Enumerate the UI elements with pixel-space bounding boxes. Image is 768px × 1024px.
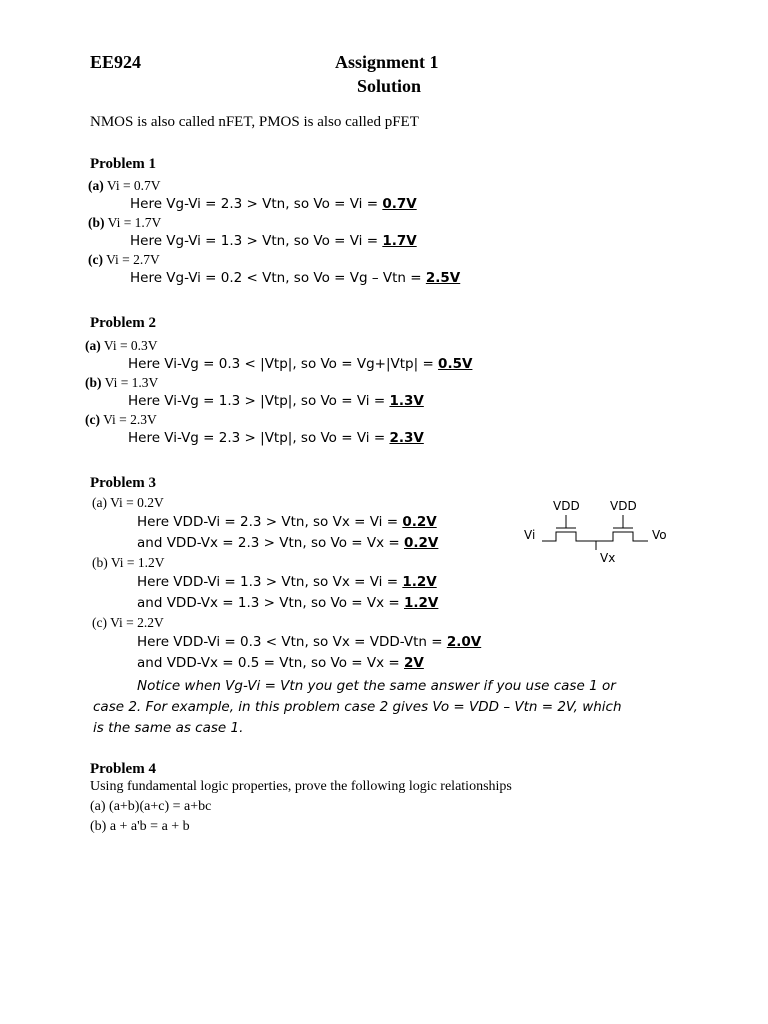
answer: 2.0V	[446, 634, 482, 650]
work-text: Here Vi-Vg = 2.3 > |Vtp|, so Vo = Vi =	[128, 430, 390, 446]
answer: 1.2V	[404, 595, 439, 611]
vi-label: Vi	[524, 528, 536, 542]
problem-3-case-b-given: (b) Vi = 1.2V	[92, 555, 165, 570]
problem-3-case-b-line2	[137, 595, 438, 611]
work-text: and VDD-Vx = 2.3 > Vtn, so Vo = Vx =	[137, 535, 404, 551]
case-given: Vi = 0.3V	[100, 338, 158, 353]
problem-4-title: Problem 4	[90, 761, 156, 777]
problem-1-case-b-work	[130, 233, 417, 249]
channel-wire	[542, 532, 648, 541]
case-given: Vi = 1.3V	[101, 375, 159, 390]
work-text: and VDD-Vx = 1.3 > Vtn, so Vo = Vx =	[137, 595, 404, 611]
answer: 2.3V	[389, 430, 424, 446]
answer: 1.7V	[382, 233, 417, 249]
vo-label: Vo	[652, 528, 667, 542]
case-given: Vi = 2.7V	[102, 252, 160, 267]
vdd-label-1: VDD	[553, 499, 580, 513]
problem-3-title: Problem 3	[90, 475, 156, 491]
vx-label: Vx	[600, 551, 616, 565]
course-code: EE924	[90, 52, 142, 72]
problem-3-case-c-line2	[137, 655, 424, 671]
work-text: Here Vg-Vi = 0.2 < Vtn, so Vo = Vg – Vtn =	[130, 270, 426, 286]
case-given: Vi = 0.7V	[103, 178, 161, 193]
problem-1-title: Problem 1	[90, 156, 156, 172]
assignment-subtitle: Solution	[357, 76, 422, 96]
problem-4-item-b: (b) a + a'b = a + b	[90, 819, 190, 834]
problem-3-case-a-given: (a) Vi = 0.2V	[92, 495, 164, 510]
answer: 2V	[404, 655, 424, 671]
problem-3-case-c-line1	[137, 634, 481, 650]
work-text: Here VDD-Vi = 2.3 > Vtn, so Vx = Vi =	[137, 514, 403, 530]
problem-2-case-a-work	[128, 356, 472, 372]
work-text: Here Vi-Vg = 0.3 < |Vtp|, so Vo = Vg+|Vtp| =	[128, 356, 439, 372]
pass-transistor-circuit	[518, 492, 678, 568]
case-label: (c)	[85, 412, 100, 427]
answer: 0.7V	[382, 196, 417, 212]
problem-2-case-c-work	[128, 430, 424, 446]
problem-3-note-line1: Notice when Vg-Vi = Vtn you get the same answer if you use case 1 or	[137, 678, 616, 694]
problem-3-case-a-line2	[137, 535, 438, 551]
problem-1-case-b-given	[88, 215, 161, 231]
case-label: (c)	[88, 252, 103, 267]
problem-2-case-c-given	[85, 412, 157, 428]
problem-3-case-a-line1	[137, 514, 437, 530]
work-text: Here VDD-Vi = 0.3 < Vtn, so Vx = VDD-Vtn =	[137, 634, 447, 650]
problem-1-case-c-work	[130, 270, 460, 286]
work-text: Here VDD-Vi = 1.3 > Vtn, so Vx = Vi =	[137, 574, 403, 590]
problem-1-case-a-given	[88, 178, 161, 194]
vdd-label-2: VDD	[610, 499, 637, 513]
answer: 1.2V	[402, 574, 437, 590]
answer: 1.3V	[389, 393, 424, 409]
problem-3-case-b-line1	[137, 574, 437, 590]
work-text: Here Vg-Vi = 1.3 > Vtn, so Vo = Vi =	[130, 233, 383, 249]
case-label: (b)	[85, 375, 102, 390]
problem-3-note-rest: case 2. For example, in this problem case 2 gives Vo = VDD – Vtn = 2V, which is the same as case 1.	[93, 699, 622, 736]
case-label: (a)	[88, 178, 104, 193]
work-text: and VDD-Vx = 0.5 = Vtn, so Vo = Vx =	[137, 655, 404, 671]
problem-2-case-b-given	[85, 375, 158, 391]
answer: 2.5V	[425, 270, 461, 286]
case-label: (a)	[85, 338, 101, 353]
intro-text: NMOS is also called nFET, PMOS is also called pFET	[90, 114, 419, 130]
case-given: Vi = 1.7V	[104, 215, 162, 230]
answer: 0.2V	[402, 514, 437, 530]
problem-1-case-c-given	[88, 252, 160, 268]
case-given: Vi = 2.3V	[99, 412, 157, 427]
work-text: Here Vg-Vi = 2.3 > Vtn, so Vo = Vi =	[130, 196, 383, 212]
answer: 0.5V	[438, 356, 473, 372]
answer: 0.2V	[404, 535, 439, 551]
problem-1-case-a-work	[130, 196, 417, 212]
work-text: Here Vi-Vg = 1.3 > |Vtp|, so Vo = Vi =	[128, 393, 390, 409]
problem-2-case-b-work	[128, 393, 424, 409]
problem-3-case-c-given: (c) Vi = 2.2V	[92, 615, 164, 630]
problem-2-case-a-given	[85, 338, 158, 354]
case-label: (b)	[88, 215, 105, 230]
problem-2-title: Problem 2	[90, 315, 156, 331]
assignment-title: Assignment 1	[335, 52, 439, 72]
problem-4-item-a: (a) (a+b)(a+c) = a+bc	[90, 799, 212, 814]
problem-4-prompt: Using fundamental logic properties, prove the following logic relationships	[90, 779, 512, 794]
